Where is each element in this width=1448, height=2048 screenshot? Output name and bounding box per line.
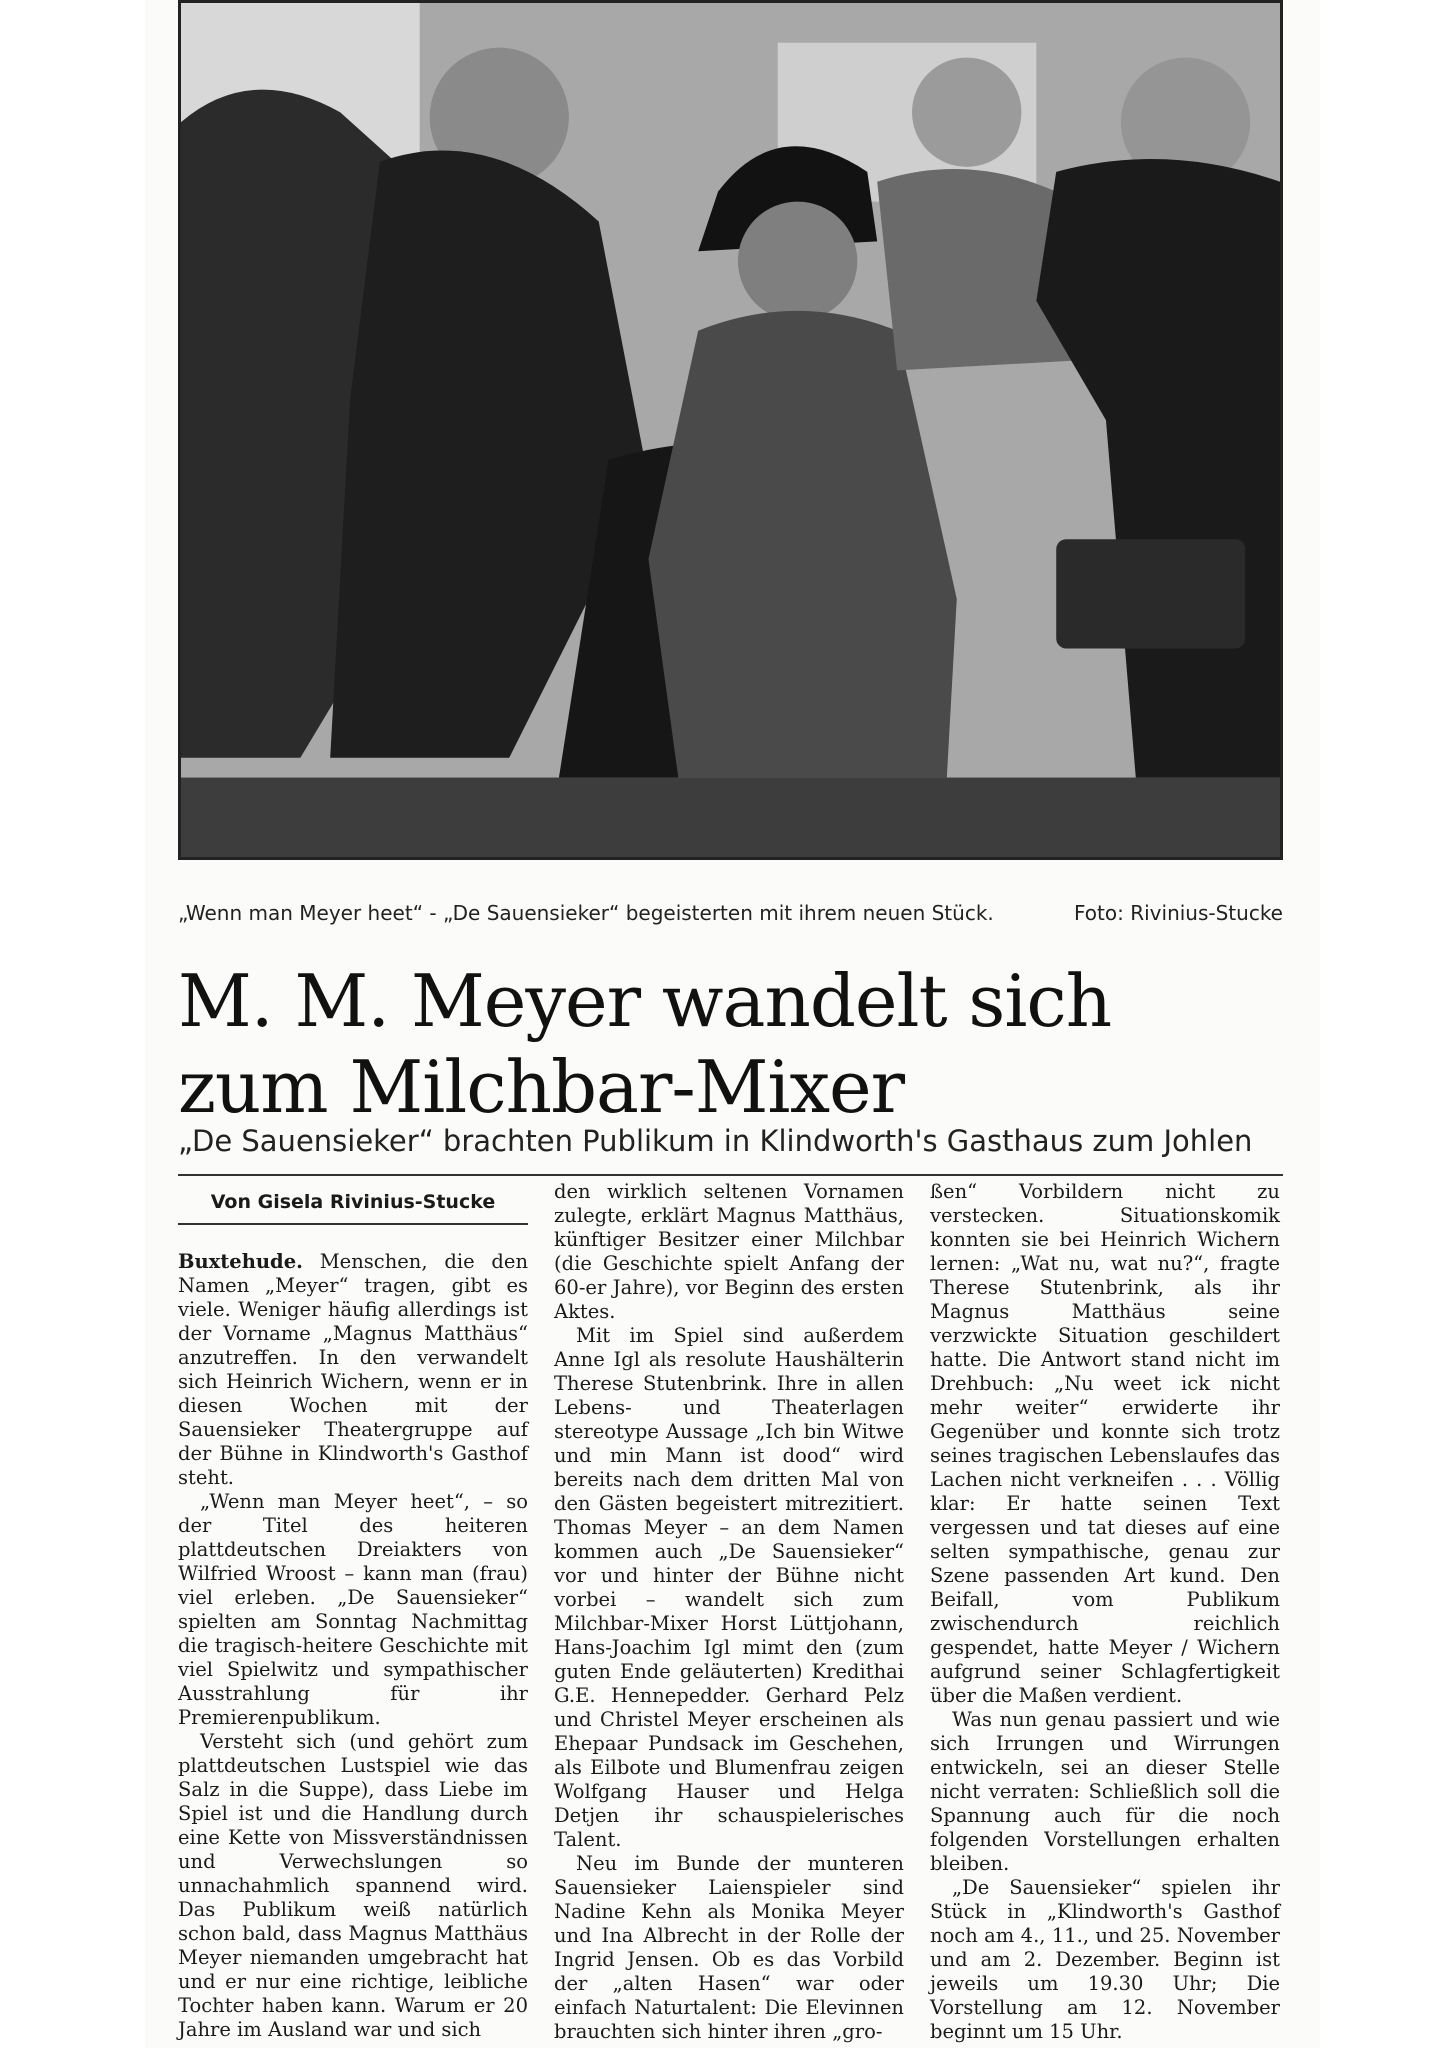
- headline: [178, 958, 1278, 1130]
- paragraph: Neu im Bunde der munteren Sauensieker Laienspieler sind Nadine Kehn als Monika Meyer und Ina Albrecht in der Rolle der Ingrid Jensen. Ob es das Vorbild der „alten Hasen“ war oder einfach Naturtalent: Die Elevinnen brauchten sich hinter ihren „gro-: [554, 1852, 904, 2043]
- stage-photo: [178, 0, 1283, 860]
- dateline: Buxtehude.: [178, 1250, 303, 1273]
- paragraph-text: Menschen, die den Namen „Meyer“ tragen, gibt es viele. Weniger häufig allerdings ist der Vorname „Magnus Matthäus“ anzutreffen. In den verwandelt sich Heinrich Wichern, wenn er in diesen Wochen mit der Sauensieker Theatergruppe auf der Bühne in Klindworth's Gasthof steht.: [178, 1250, 528, 1489]
- paragraph: ßen“ Vorbildern nicht zu verstecken. Situationskomik konnten sie bei Heinrich Wichern lernen: „Wat nu, wat nu?“, fragte Therese Stutenbrink, als ihr Magnus Matthäus seine verzwickte Situation geschildert hatte. Die Antwort stand nicht im Drehbuch: „Nu weet ick nicht mehr weiter“ erwiderte ihr Gegenüber und konnte sich trotz seines tragischen Lebenslaufes das Lachen nicht verkneifen . . . Völlig klar: Er hatte seinen Text vergessen und tat dieses auf eine selten sympathische, genau zur Szene passenden Art kund. Den Beifall, vom Publikum zwischendurch reichlich gespendet, hatte Meyer / Wichern aufgrund seiner Schlagfertigkeit über die Maßen verdient.: [930, 1180, 1280, 1707]
- paragraph: den wirklich seltenen Vornamen zulegte, erklärt Magnus Matthäus, künftiger Besitzer einer Milchbar (die Geschichte spielt Anfang der 60-er Jahre), vor Beginn des ersten Aktes.: [554, 1180, 904, 1323]
- paragraph: Mit im Spiel sind außerdem Anne Igl als resolute Haushälterin Therese Stutenbrink. Ihre in allen Lebens- und Theaterlagen stereotype Aussage „Ich bin Witwe und min Mann ist dood“ wird bereits nach dem dritten Mal von den Gästen begeistert mitrezitiert. Thomas Meyer – an dem Namen kommen auch „De Sauensieker“ vor und hinter der Bühne nicht vorbei – wandelt sich zum Milchbar-Mixer Horst Lüttjohann, Hans-Joachim Igl mimt den (zum guten Ende geläuterten) Kredithai G.E. Hennepedder. Gerhard Pelz und Christel Meyer erscheinen als Ehepaar Pundsack im Geschehen, als Eilbote und Blumenfrau zeigen Wolfgang Hauser und Helga Detjen ihr schauspielerisches Talent.: [554, 1324, 904, 1851]
- headline-line-2: zum Milchbar-Mixer: [178, 1045, 905, 1129]
- article-column-1: [178, 1250, 528, 2042]
- paragraph: „Wenn man Meyer heet“, – so der Titel des heiteren plattdeutschen Dreiakters von Wilfried Wroost – kann man (frau) viel erleben. „De Sauensieker“ spielten am Sonntag Nachmittag die tragisch-heitere Geschichte mit viel Spielwitz und sympathischer Ausstrahlung für ihr Premierenpublikum.: [178, 1490, 528, 1729]
- paragraph: „De Sauensieker“ spielen ihr Stück in „Klindworth's Gasthof noch am 4., 11., und 25. November und am 2. Dezember. Beginn ist jeweils um 19.30 Uhr; Die Vorstellung am 12. November beginnt um 15 Uhr.: [930, 1876, 1280, 2043]
- headline-line-1: M. M. Meyer wandelt sich: [178, 959, 1112, 1043]
- paragraph: Versteht sich (und gehört zum plattdeutschen Lustspiel wie das Salz in die Suppe), dass Liebe im Spiel ist und die Handlung durch eine Kette von Missverständnissen und Verwechslungen so unnachahmlich spannend wird. Das Publikum weiß natürlich schon bald, dass Magnus Matthäus Meyer niemanden umgebracht hat und er nur eine richtige, leibliche Tochter haben kann. Warum er 20 Jahre im Ausland war und sich: [178, 1730, 528, 2041]
- subheadline: „De Sauensieker“ brachten Publikum in Klindworth's Gasthaus zum Johlen: [178, 1124, 1253, 1158]
- article-column-3: [930, 1180, 1280, 2044]
- article-column-2: [554, 1180, 904, 2044]
- header-rule: [178, 1174, 1283, 1176]
- paragraph: Was nun genau passiert und wie sich Irrungen und Wirrungen entwickeln, sei an dieser Stelle nicht verraten: Schließlich soll die Spannung auch für die noch folgenden Vorstellungen erhalten bleiben.: [930, 1708, 1280, 1875]
- photo-credit: Foto: Rivinius-Stucke: [1074, 901, 1283, 925]
- caption-text: „Wenn man Meyer heet“ - „De Sauensieker“ begeisterten mit ihrem neuen Stück.: [178, 901, 994, 925]
- photo-caption: [178, 901, 1283, 925]
- paragraph: [178, 1250, 528, 1490]
- byline: Von Gisela Rivinius-Stucke: [178, 1185, 528, 1225]
- stage-photo-illustration: [181, 3, 1280, 857]
